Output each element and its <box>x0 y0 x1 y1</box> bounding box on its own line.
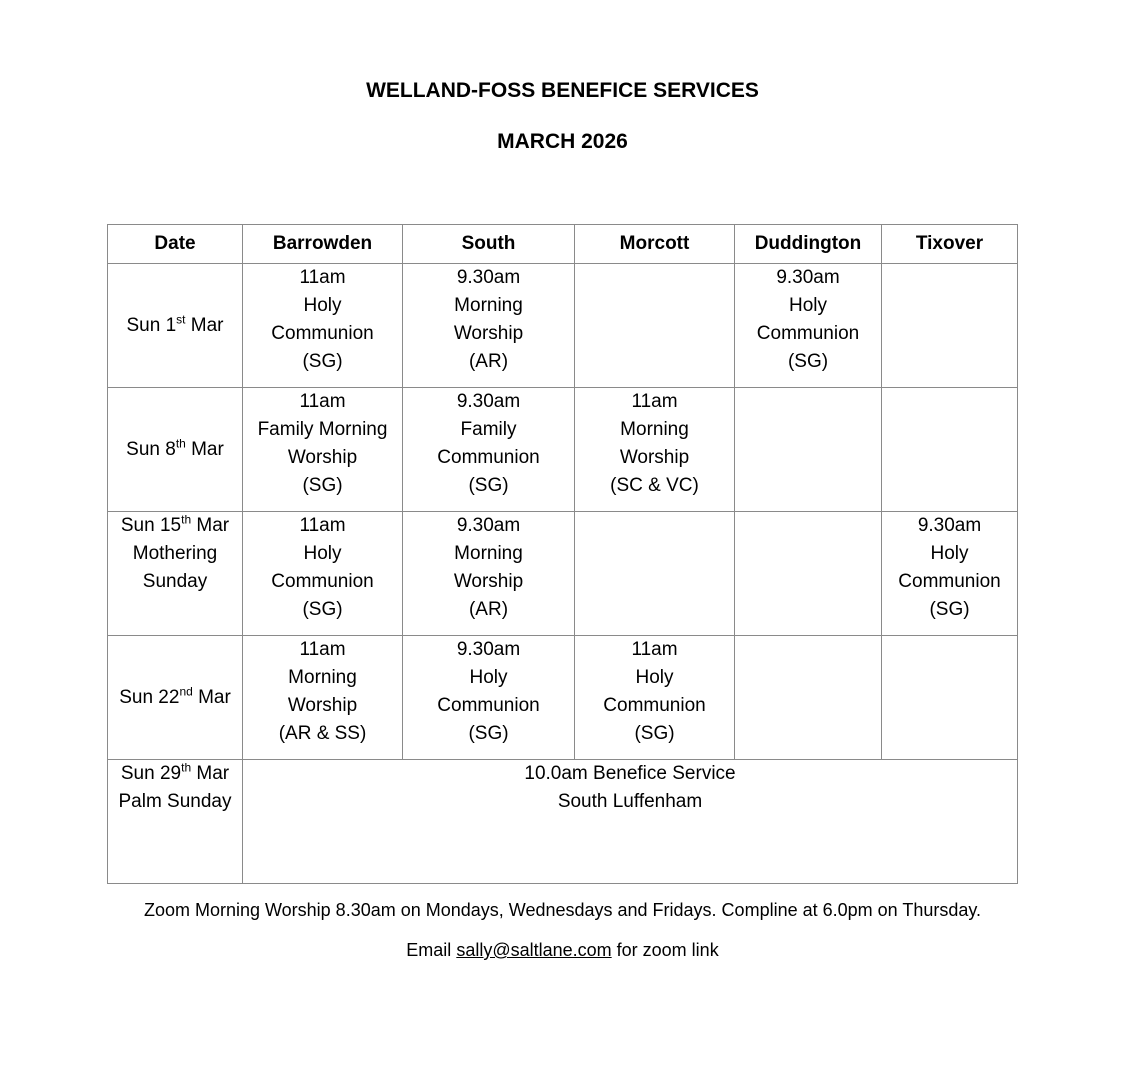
service-cell-south <box>403 512 575 636</box>
service-line: (SG) <box>302 475 343 496</box>
service-line: 9.30am <box>456 391 521 412</box>
date-label: Sun 29th Mar <box>120 760 230 784</box>
email-link[interactable]: sally@saltlane.com <box>456 940 612 960</box>
service-line: Family Morning <box>257 419 388 440</box>
service-line: (SG) <box>929 599 970 620</box>
service-cell-duddington <box>735 264 882 388</box>
email-info <box>0 940 1125 961</box>
service-line: 9.30am <box>456 639 521 660</box>
service-cell-barrowden <box>243 264 403 388</box>
service-line: Communion <box>271 323 374 344</box>
email-suffix: for zoom link <box>611 940 719 960</box>
table-header-row <box>108 225 1018 264</box>
date-label: Sun 15th Mar <box>120 512 230 536</box>
service-line: (SG) <box>302 351 343 372</box>
service-line: 9.30am <box>917 515 982 536</box>
date-label: Sun 1st Mar <box>126 312 224 336</box>
service-line: Holy <box>930 543 969 564</box>
page-subtitle: MARCH 2026 <box>497 130 628 153</box>
page-title: WELLAND-FOSS BENEFICE SERVICES <box>366 79 759 102</box>
zoom-info: Zoom Morning Worship 8.30am on Mondays, Wednesdays and Fridays. Compline at 6.0pm on Thursday. <box>143 900 982 920</box>
service-cell-duddington <box>735 388 882 512</box>
service-line: Worship <box>453 323 524 344</box>
service-cell-tixover <box>882 512 1018 636</box>
service-line: Morning <box>454 543 523 564</box>
service-line: Holy <box>635 667 674 688</box>
service-line: (SG) <box>468 475 509 496</box>
service-cell-morcott <box>575 264 735 388</box>
service-cell-south <box>403 636 575 760</box>
service-cell-barrowden <box>243 512 403 636</box>
service-line: (SG) <box>634 723 675 744</box>
header-date: Date <box>108 225 243 264</box>
service-line: 11am <box>299 515 346 536</box>
service-line: (SG) <box>302 599 343 620</box>
table-row <box>108 512 1018 636</box>
service-line: Holy <box>788 295 827 316</box>
header-barrowden: Barrowden <box>243 225 403 264</box>
service-line: Communion <box>603 695 706 716</box>
date-cell <box>108 636 243 760</box>
service-line: 11am <box>631 391 678 412</box>
service-line: (AR) <box>468 599 509 620</box>
table-row-last <box>108 760 1018 884</box>
service-line: (AR & SS) <box>278 723 367 744</box>
service-line: Worship <box>287 447 358 468</box>
date-label: Sun 8th Mar <box>126 436 224 460</box>
service-cell-morcott <box>575 512 735 636</box>
service-cell-tixover <box>882 264 1018 388</box>
service-cell-tixover <box>882 388 1018 512</box>
table-body <box>108 264 1018 884</box>
service-line: Morning <box>620 419 689 440</box>
service-line: 11am <box>631 639 678 660</box>
service-line: (AR) <box>468 351 509 372</box>
service-line: 9.30am <box>776 267 840 288</box>
date-cell <box>108 760 243 884</box>
header-morcott: Morcott <box>575 225 735 264</box>
date-label: Sun 22nd Mar <box>119 684 231 708</box>
service-cell-tixover <box>882 636 1018 760</box>
header-south: South <box>403 225 575 264</box>
service-cell-duddington <box>735 512 882 636</box>
table-row <box>108 636 1018 760</box>
service-line: 11am <box>299 267 346 288</box>
service-line: Communion <box>437 695 540 716</box>
benefice-service-cell <box>243 760 1018 884</box>
service-line: Communion <box>271 571 374 592</box>
service-line: 9.30am <box>456 267 521 288</box>
service-line: (SG) <box>468 723 509 744</box>
service-line: Worship <box>287 695 358 716</box>
service-line: Holy <box>303 543 342 564</box>
services-table <box>107 224 1018 884</box>
benefice-service-line: 10.0am Benefice Service <box>524 763 736 784</box>
service-cell-south <box>403 388 575 512</box>
date-note: Palm Sunday <box>118 791 232 812</box>
date-cell <box>108 512 243 636</box>
service-line: Communion <box>898 571 1001 592</box>
service-cell-barrowden <box>243 636 403 760</box>
service-line: (SC & VC) <box>610 475 699 496</box>
service-cell-morcott <box>575 388 735 512</box>
service-line: Worship <box>453 571 524 592</box>
benefice-location-line: South Luffenham <box>557 791 703 812</box>
service-line: Morning <box>454 295 523 316</box>
service-line: Holy <box>303 295 342 316</box>
service-cell-south <box>403 264 575 388</box>
date-cell <box>108 264 243 388</box>
date-cell <box>108 388 243 512</box>
service-line: Family <box>460 419 517 440</box>
email-prefix: Email <box>406 940 457 960</box>
service-cell-barrowden <box>243 388 403 512</box>
service-line: 9.30am <box>456 515 521 536</box>
service-line: Holy <box>469 667 508 688</box>
service-line: Morning <box>288 667 357 688</box>
service-line: Communion <box>756 323 860 344</box>
service-line: (SG) <box>787 351 829 372</box>
service-cell-morcott <box>575 636 735 760</box>
service-line: Worship <box>619 447 690 468</box>
service-cell-duddington <box>735 636 882 760</box>
date-note: Mothering Sunday <box>132 543 218 592</box>
service-line: 11am <box>299 639 346 660</box>
service-line: Communion <box>437 447 540 468</box>
header-tixover: Tixover <box>882 225 1018 264</box>
header-duddington: Duddington <box>735 225 882 264</box>
table-row <box>108 264 1018 388</box>
table-row <box>108 388 1018 512</box>
service-line: 11am <box>299 391 346 412</box>
